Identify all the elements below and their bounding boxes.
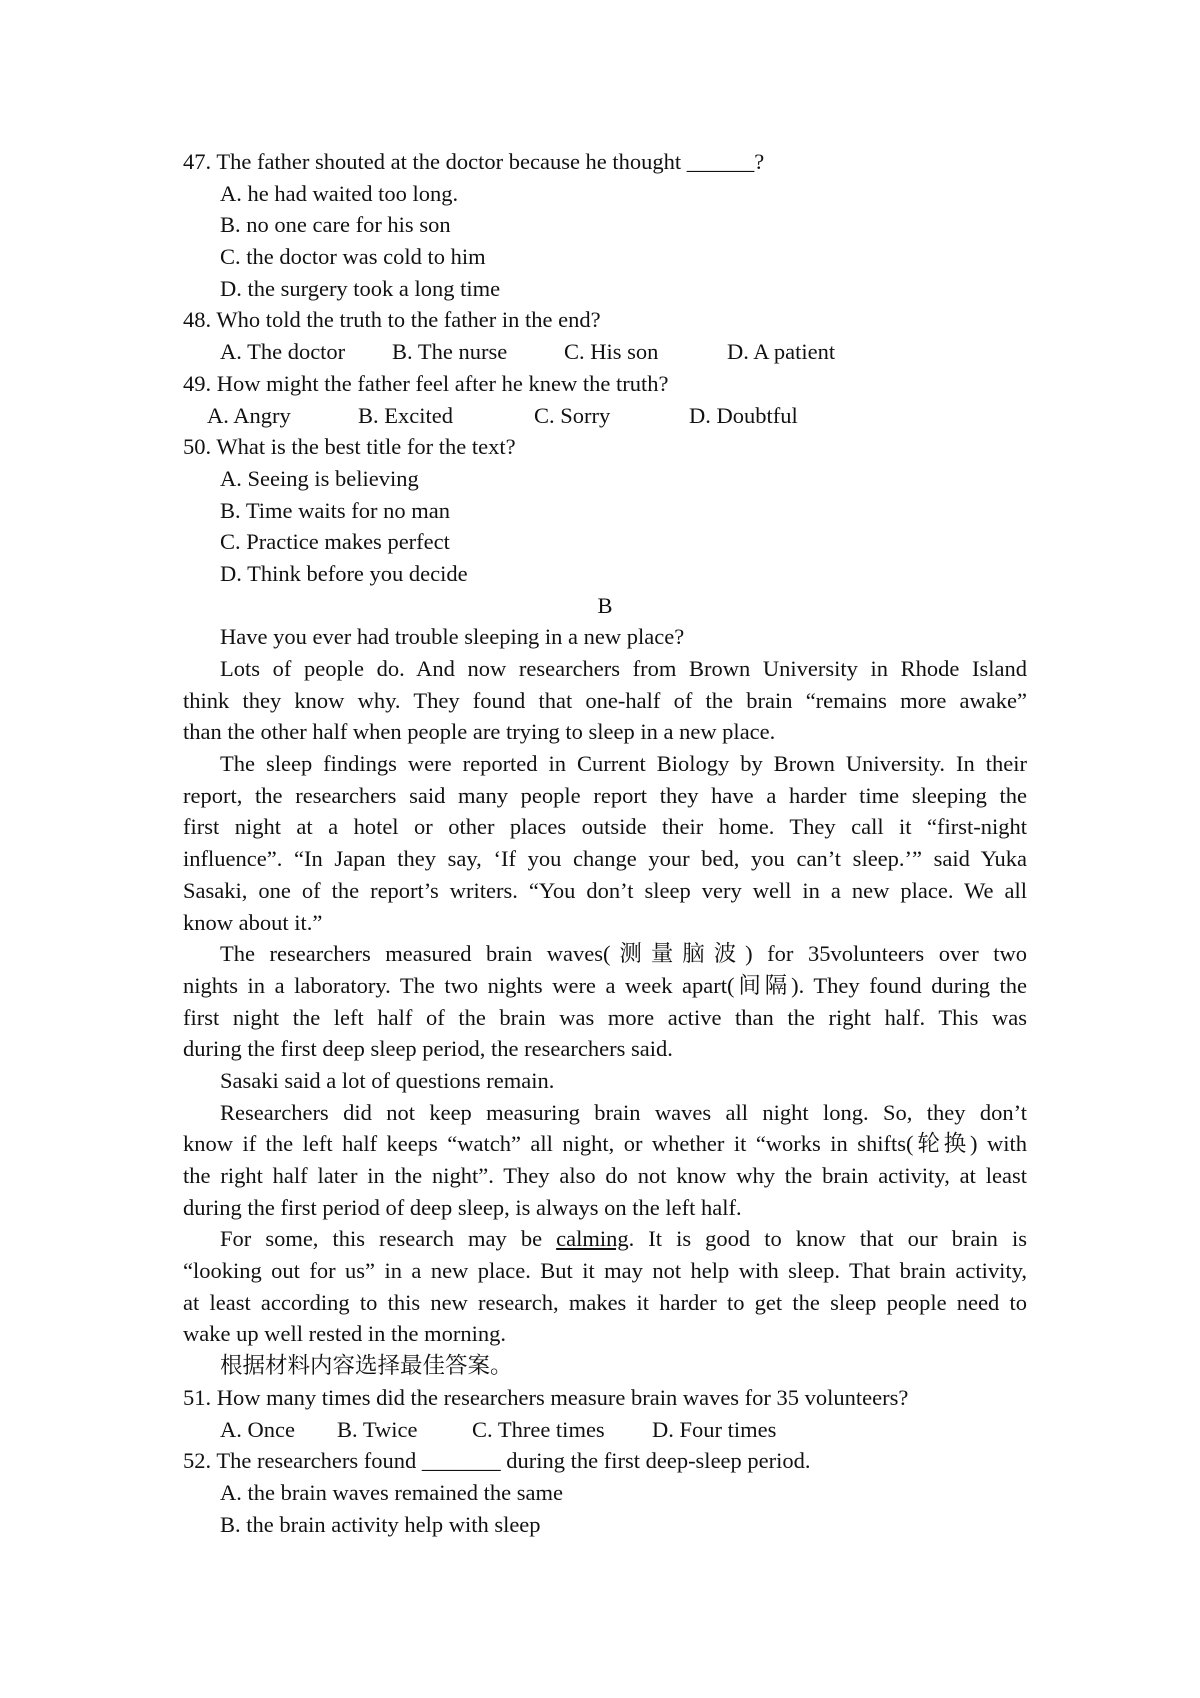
question-51-option-d: D. Four times: [652, 1416, 777, 1442]
passage-paragraph-3-line-1: The sleep findings were reported in Current Biology by Brown University. In their: [220, 751, 1027, 777]
passage-paragraph-3-line-3: first night at a hotel or other places outside their home. They call it “first-night: [183, 814, 1027, 840]
passage-paragraph-3-line-6: know about it.”: [183, 909, 323, 935]
question-47-option-a: A. he had waited too long.: [220, 180, 459, 206]
question-47-option-b: B. no one care for his son: [220, 212, 451, 238]
passage-paragraph-5: Sasaki said a lot of questions remain.: [220, 1067, 555, 1093]
question-51-option-c: C. Three times: [472, 1416, 605, 1442]
question-52-option-a: A. the brain waves remained the same: [220, 1479, 563, 1505]
question-47-option-c: C. the doctor was cold to him: [220, 244, 486, 270]
question-48-option-b: B. The nurse: [392, 339, 508, 365]
passage-paragraph-6-line-2: know if the left half keeps “watch” all night, or whether it “works in shifts(轮换) with: [183, 1131, 1027, 1157]
passage-paragraph-3-line-5: Sasaki, one of the report’s writers. “You don’t sleep very well in a new place. We all: [183, 877, 1027, 903]
underlined-word-calming: calming: [556, 1226, 629, 1252]
passage-paragraph-4-line-3: first night the left half of the brain was more active than the right half. This was: [183, 1004, 1027, 1030]
question-48-stem: 48. Who told the truth to the father in the end?: [183, 307, 601, 333]
question-48-options: [183, 336, 1027, 368]
question-47-option-d: D. the surgery took a long time: [220, 275, 501, 301]
answer-instruction: 根据材料内容选择最佳答案。: [220, 1353, 513, 1379]
passage-paragraph-1: Have you ever had trouble sleeping in a new place?: [220, 624, 685, 650]
question-50-option-c: C. Practice makes perfect: [220, 529, 450, 555]
passage-paragraph-2-line-2: think they know why. They found that one-half of the brain “remains more awake”: [183, 687, 1027, 713]
question-48-option-c: C. His son: [564, 339, 659, 365]
question-52-stem: 52. The researchers found _______ during the first deep-sleep period.: [183, 1448, 811, 1474]
page-content: [183, 146, 1027, 1540]
question-49-option-a: A. Angry: [207, 402, 291, 428]
question-51-options: [183, 1414, 1027, 1446]
question-49-option-d: D. Doubtful: [689, 402, 798, 428]
passage-paragraph-4-line-2: nights in a laboratory. The two nights were a week apart(间隔). They found during the: [183, 972, 1027, 998]
paragraph-7-text-after: . It is good to know that our brain is: [628, 1226, 1027, 1252]
passage-paragraph-7-line-1: [183, 1223, 1027, 1255]
passage-paragraph-4-line-1: The researchers measured brain waves(测量脑波) for 35volunteers over two: [220, 941, 1027, 967]
question-50-option-b: B. Time waits for no man: [220, 497, 451, 523]
passage-paragraph-4-line-4: during the first deep sleep period, the researchers said.: [183, 1036, 673, 1062]
question-51-option-b: B. Twice: [337, 1416, 418, 1442]
passage-paragraph-2-line-1: Lots of people do. And now researchers from Brown University in Rhode Island: [220, 656, 1027, 681]
passage-paragraph-7-line-4: wake up well rested in the morning.: [183, 1321, 507, 1347]
question-49-option-c: C. Sorry: [534, 402, 611, 428]
passage-paragraph-6-line-3: the right half later in the night”. They also do not know why the brain activity, at least: [183, 1163, 1027, 1188]
passage-paragraph-2-line-3: than the other half when people are trying to sleep in a new place.: [183, 719, 776, 745]
question-51-option-a: A. Once: [220, 1416, 295, 1442]
section-b-heading: B: [597, 592, 613, 618]
passage-paragraph-7-line-3: at least according to this new research, makes it harder to get the sleep people need to: [183, 1289, 1027, 1315]
question-48-option-d: D. A patient: [727, 339, 836, 365]
question-48-option-a: A. The doctor: [220, 339, 346, 365]
question-51-stem: 51. How many times did the researchers measure brain waves for 35 volunteers?: [183, 1384, 909, 1410]
question-49-option-b: B. Excited: [358, 402, 453, 428]
passage-paragraph-3-line-2: report, the researchers said many people report they have a harder time sleeping the: [183, 782, 1027, 808]
passage-paragraph-6-line-4: during the first period of deep sleep, is always on the left half.: [183, 1194, 742, 1220]
question-49-stem: 49. How might the father feel after he knew the truth?: [183, 370, 669, 396]
paragraph-7-text-before: For some, this research may be: [220, 1226, 557, 1252]
passage-paragraph-6-line-1: Researchers did not keep measuring brain waves all night long. So, they don’t: [220, 1099, 1027, 1125]
question-52-option-b: B. the brain activity help with sleep: [220, 1511, 541, 1537]
question-50-stem: 50. What is the best title for the text?: [183, 434, 516, 460]
question-49-options: [183, 400, 1027, 432]
passage-paragraph-7-line-2: “looking out for us” in a new place. But it may not help with sleep. That brain activity,: [183, 1258, 1027, 1284]
question-50-option-d: D. Think before you decide: [220, 560, 468, 586]
question-50-option-a: A. Seeing is believing: [220, 465, 419, 491]
passage-paragraph-3-line-4: influence”. “In Japan they say, ‘If you change your bed, you can’t sleep.’” said Yuka: [183, 846, 1027, 872]
question-47-stem: 47. The father shouted at the doctor because he thought ______?: [183, 149, 765, 174]
